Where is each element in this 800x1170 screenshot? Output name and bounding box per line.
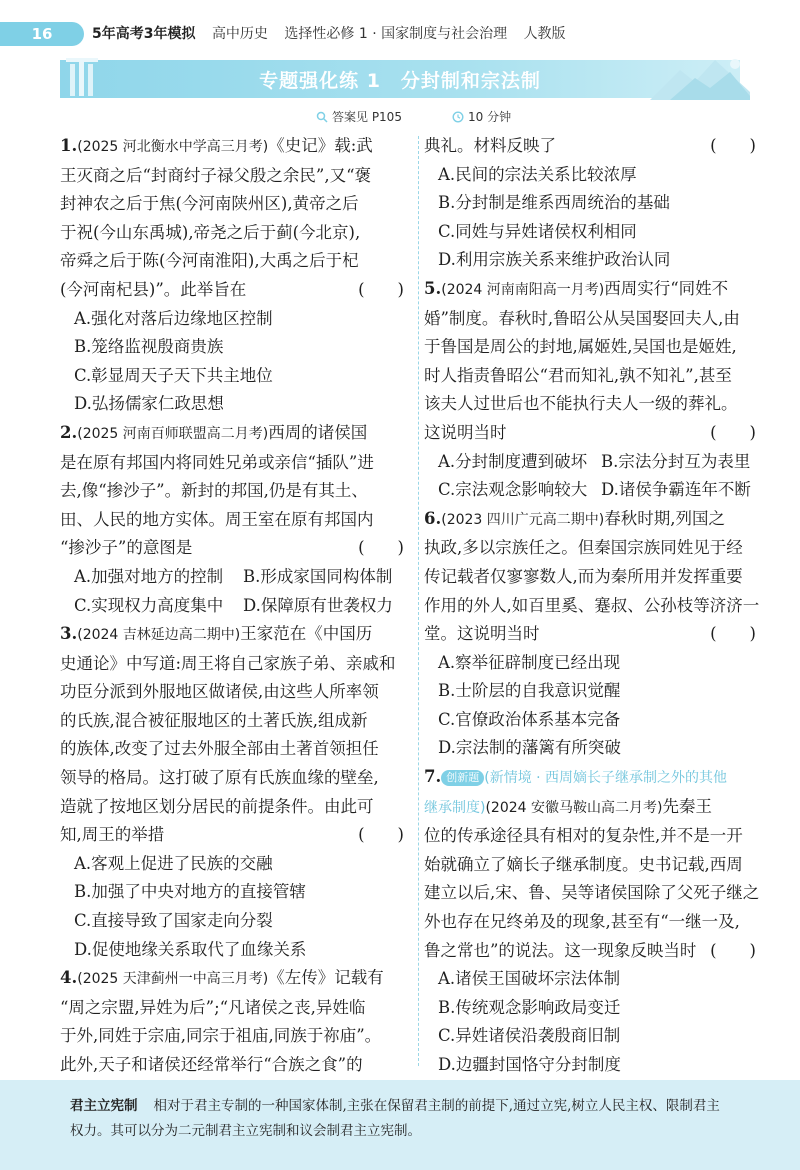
option-a[interactable]: A.分封制度遭到破坏 — [438, 451, 588, 471]
option-c[interactable]: C.宗法观念影响较大 — [438, 480, 588, 500]
option-d[interactable]: D.促使地缘关系取代了血缘关系 — [74, 939, 307, 959]
option-c[interactable]: C.官僚政治体系基本完备 — [438, 709, 621, 729]
page-header — [0, 0, 800, 46]
question-source: (2025 河北衡水中学高三月考) — [77, 139, 269, 155]
question-source: (2025 河南百师联盟高二月考) — [77, 425, 269, 442]
option-a[interactable]: A.加强对地方的控制 — [74, 566, 224, 586]
option-b[interactable]: B.分封制是维系西周统治的基础 — [438, 193, 670, 213]
answer-blank[interactable]: ( ) — [358, 825, 404, 845]
running-title — [92, 23, 578, 43]
column-divider — [418, 136, 419, 1066]
section-title: 专题强化练 1 分封制和宗法制 — [259, 69, 541, 92]
answer-blank[interactable]: ( ) — [358, 538, 404, 558]
question-number: 6. — [424, 508, 442, 528]
question-source: (2024 安徽马鞍山高二月考) — [485, 799, 663, 816]
option-c[interactable]: C.直接导致了国家走向分裂 — [74, 911, 273, 931]
option-a[interactable]: A.察举征辟制度已经出现 — [438, 652, 621, 672]
question-number: 5. — [424, 278, 442, 298]
question-source: (2025 天津蓟州一中高三月考) — [77, 971, 269, 988]
edition: 人教版 — [523, 26, 566, 42]
option-b[interactable]: B.形成家国同构体制 — [243, 566, 393, 586]
option-b[interactable]: B.笼络监视殷商贵族 — [74, 337, 224, 357]
subject: 高中历史 — [211, 26, 268, 42]
question-source: (2024 河南南阳高一月考) — [441, 281, 605, 298]
option-d[interactable]: D.宗法制的藩篱有所突破 — [438, 738, 621, 758]
answer-blank[interactable]: ( ) — [710, 136, 756, 155]
option-a[interactable]: A.客观上促进了民族的交融 — [74, 853, 273, 873]
answer-reference: 答案见 P105 — [316, 108, 402, 125]
option-d[interactable]: D.诸侯争霸连年不断 — [601, 480, 751, 500]
question-1: 1.(2025 河北衡水中学高三月考)《史记》载:武 王灭商之后“封商纣子禄父殷之余民”,又“褒 封神农之后于焦(今河南陕州区),黄帝之后 于祝(今山东禹城),帝尧之后于蓟(今北京), 帝舜之后于陈(今河南淮阳),大禹之后于杞 (今河南杞县)”。此举旨在 ( ) A.强化对落后边缘地区控制 B.笼络监视殷商贵族 C.彰显周天子天下共主地位 D.弘扬儒家仁政思想 — [60, 132, 412, 419]
question-7: 7. 创新题 (新情境 · 西周嫡长子继承制之外的其他 继承制度)(2024 安徽马鞍山高二月考)先秦王 位的传承途径具有相对的复杂性,并不是一开 始就确立了嫡长子继承制度。史书记载,西周 建立以后,宋、鲁、吴等诸侯国除了父死子继之 外也存在兄终弟及的现象,甚至有“一继一及, 鲁之常也”的说法。这一现象反映当时 ( ) A.诸侯王国破坏宗法体制 B.传统观念影响政局变迁 C.异姓诸侯沿袭殷商旧制 D.边疆封国恪守分封制度 — [424, 763, 764, 1080]
book-brand: 5年高考3年模拟 — [92, 26, 196, 42]
option-a[interactable]: A.强化对落后边缘地区控制 — [74, 308, 273, 328]
question-number: 4. — [60, 968, 78, 988]
option-c[interactable]: C.彰显周天子天下共主地位 — [74, 365, 273, 385]
glossary-term: 君主立宪制 — [70, 1098, 138, 1114]
option-b[interactable]: B.加强了中央对地方的直接管辖 — [74, 882, 306, 902]
option-b[interactable]: B.宗法分封互为表里 — [601, 451, 751, 471]
answer-blank[interactable]: ( ) — [358, 279, 404, 299]
tag-note: (新情境 · 西周嫡长子继承制之外的其他 — [484, 770, 728, 787]
option-a[interactable]: A.民间的宗法关系比较浓厚 — [438, 164, 637, 184]
option-a[interactable]: A.诸侯王国破坏宗法体制 — [438, 969, 621, 989]
column-decoration-icon — [64, 56, 104, 100]
option-c[interactable]: C.同姓与异姓诸侯权利相同 — [438, 221, 637, 241]
question-number: 7. — [424, 767, 442, 787]
page-number: 16 — [0, 22, 84, 46]
answer-blank[interactable]: ( ) — [710, 422, 756, 442]
search-icon — [316, 111, 328, 123]
question-source: (2024 吉林延边高二期中) — [77, 627, 241, 644]
clock-icon — [452, 111, 464, 123]
question-2: 2.(2025 河南百师联盟高二月考)西周的诸侯国 是在原有邦国内将同姓兄弟或亲信“插队”进 去,像“掺沙子”。新封的邦国,仍是有其土、 田、人民的地方实体。周王室在原有邦国内 “掺沙子”的意图是 ( ) A.加强对地方的控制 B.形成家国同构体制 C.实现权力高度集中 D.保障原有世袭权力 — [60, 419, 412, 620]
question-number: 3. — [60, 624, 78, 644]
option-c[interactable]: C.实现权力高度集中 — [74, 595, 224, 615]
time-limit: 10 分钟 — [452, 108, 511, 125]
option-b[interactable]: B.士阶层的自我意识觉醒 — [438, 681, 621, 701]
question-5: 5.(2024 河南南阳高一月考)西周实行“同姓不 婚”制度。春秋时,鲁昭公从吴国娶回夫人,由 于鲁国是周公的封地,属姬姓,吴国也是姬姓, 时人指责鲁昭公“君而知礼,孰不知礼”,甚至 该夫人过世后也不能执行夫人一级的葬礼。 这说明当时 ( ) A.分封制度遭到破坏 B.宗法分封互为表里 C.宗法观念影响较大 D.诸侯争霸连年不断 — [424, 275, 764, 505]
option-d[interactable]: D.保障原有世袭权力 — [243, 595, 393, 615]
question-4: 4.(2025 天津蓟州一中高三月考)《左传》记载有 “周之宗盟,异姓为后”;“凡诸侯之丧,异姓临 于外,同姓于宗庙,同宗于祖庙,同族于祢庙”。 此外,天子和诸侯还经常举行“合族之食”的 — [60, 968, 384, 1074]
right-column — [424, 132, 764, 1080]
section-banner — [60, 60, 740, 98]
question-source: (2023 四川广元高二期中) — [441, 511, 605, 528]
innovation-tag: 创新题 — [441, 770, 484, 786]
question-4-continued: 典礼。材料反映了 ( ) A.民间的宗法关系比较浓厚 B.分封制是维系西周统治的基础 C.同姓与异姓诸侯权利相同 D.利用宗族关系来维护政治认同 — [424, 132, 764, 275]
left-column — [60, 132, 412, 1080]
question-6: 6.(2023 四川广元高二期中)春秋时期,列国之 执政,多以宗族任之。但秦国宗族同姓见于经 传记载者仅寥寥数人,而为秦所用并发挥重要 作用的外人,如百里奚、蹇叔、公孙枝等济济一 堂。这说明当时 ( ) A.察举征辟制度已经出现 B.士阶层的自我意识觉醒 C.官僚政治体系基本完备 D.宗法制的藩篱有所突破 — [424, 505, 764, 763]
mountain-decoration-icon — [650, 52, 750, 102]
answer-blank[interactable]: ( ) — [710, 940, 756, 960]
option-d[interactable]: D.利用宗族关系来维护政治认同 — [438, 250, 671, 270]
question-3: 3.(2024 吉林延边高二期中)王家范在《中国历 史通论》中写道:周王将自己家族子弟、亲戚和 功臣分派到外服地区做诸侯,由这些人所率领 的氏族,混合被征服地区的土著氏族,组成新 的族体,改变了过去外服全部由土著首领担任 领导的格局。这打破了原有氏族血缘的壁垒, 造就了按地区划分居民的前提条件。由此可 知,周王的举措 ( ) A.客观上促进了民族的交融 B.加强了中央对地方的直接管辖 C.直接导致了国家走向分裂 D.促使地缘关系取代了血缘关系 — [60, 620, 412, 964]
option-d[interactable]: D.边疆封国恪守分封制度 — [438, 1055, 621, 1074]
answer-blank[interactable]: ( ) — [710, 624, 756, 644]
question-number: 1. — [60, 136, 78, 155]
option-d[interactable]: D.弘扬儒家仁政思想 — [74, 394, 224, 414]
option-b[interactable]: B.传统观念影响政局变迁 — [438, 997, 621, 1017]
volume: 选择性必修 1 · 国家制度与社会治理 — [284, 26, 508, 42]
glossary-text: 君主立宪制 相对于君主专制的一种国家体制,主张在保留君主制的前提下,通过立宪,树立人民主权、限制君主 权力。其可以分为二元制君主立宪制和议会制君主立宪制。 — [70, 1098, 720, 1139]
question-number: 2. — [60, 422, 78, 442]
option-c[interactable]: C.异姓诸侯沿袭殷商旧制 — [438, 1026, 621, 1046]
